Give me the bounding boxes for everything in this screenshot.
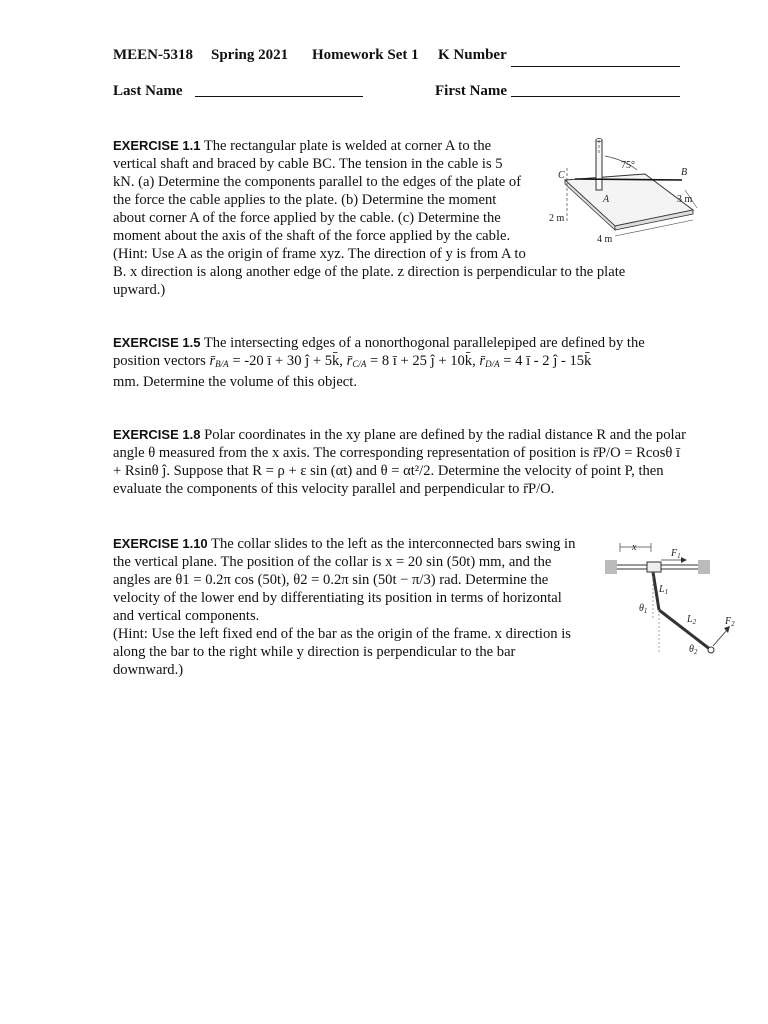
point-a-label: A: [603, 194, 610, 205]
exercise-text-line: + Rsinθ ĵ. Suppose that R = ρ + ε sin (αt) and θ = αt²/2. Determine the velocity of point P, then: [113, 463, 664, 479]
exercise-text-line: (Hint: Use A as the origin of frame xyz. The direction of y is from A to: [113, 246, 526, 262]
bar-l2-subscript: 2: [692, 618, 697, 626]
course-code: MEEN-5318: [113, 47, 193, 63]
force-f2-symbol: F: [725, 616, 732, 627]
angle-theta2-subscript: 2: [693, 648, 698, 656]
exercise-text-line: velocity of the lower end by differentiating its position in terms of horizontal: [113, 590, 562, 606]
x-dimension-label: x: [632, 542, 637, 553]
exercise-text-line: Polar coordinates in the xy plane are defined by the radial distance R and the polar: [204, 427, 686, 443]
exercise-text-line: about corner A of the force applied by the cable. (c) Determine the: [113, 210, 501, 226]
k-number-field[interactable]: [511, 66, 680, 67]
vector-r-da: = 4 ī - 2 ĵ - 15k̄: [503, 353, 592, 369]
vector-subscript: B/A: [215, 359, 229, 369]
vector-r-ca: = 8 ī + 25 ĵ + 10k̄,: [369, 353, 476, 369]
exercise-text-line: the force the cable applies to the plate. (b) Determine the moment: [113, 192, 497, 208]
exercise-text-line: angle θ measured from the x axis. The corresponding representation of position is r̄P/O = Rcosθ ī: [113, 445, 681, 461]
collar-bars-figure: [603, 538, 745, 660]
dim-height-label: 2 m: [549, 213, 565, 224]
angle-label: 75°: [621, 160, 635, 171]
exercise-text-line: B. x direction is along another edge of the plate. z direction is perpendicular to the plate: [113, 264, 626, 280]
exercise-text-line: kN. (a) Determine the components parallel to the edges of the plate of: [113, 174, 522, 190]
exercise-text-line: angles are θ1 = 0.2π cos (50t), θ2 = 0.2π sin (50t − π/3) rad. Determine the: [113, 572, 549, 588]
point-b-label: B: [681, 167, 688, 178]
exercise-text-line: along the bar to the right while y direction is perpendicular to the bar: [113, 644, 516, 660]
exercise-label: EXERCISE 1.5: [113, 335, 201, 350]
vector-subscript: C/A: [352, 359, 367, 369]
angle-theta1-subscript: 1: [643, 607, 648, 615]
exercise-text-line: position vectors: [113, 353, 206, 369]
k-number-label: K Number: [438, 47, 507, 63]
exercise-text-line: The collar slides to the left as the interconnected bars swing in: [211, 536, 576, 552]
exercise-text-line: and vertical components.: [113, 608, 260, 624]
bar-l1-symbol: L: [659, 584, 665, 595]
exercise-text-line: the vertical plane. The position of the collar is x = 20 sin (50t) mm, and the: [113, 554, 552, 570]
exercise-label: EXERCISE 1.8: [113, 427, 201, 442]
bar-l2-label: [686, 614, 697, 626]
exercise-1-10: [113, 535, 593, 679]
exercise-text-line: The rectangular plate is welded at corner A to the: [203, 138, 492, 154]
exercise-text-line: mm. Determine the volume of this object.: [113, 374, 357, 390]
plate-shaft-figure: [545, 138, 700, 248]
exercise-1-8: [113, 426, 713, 498]
exercise-text-line: moment about the axis of the shaft of the force applied by the cable.: [113, 228, 511, 244]
dim-length-label: 4 m: [597, 234, 613, 245]
assignment-title: Homework Set 1: [312, 47, 419, 63]
exercise-text-line: evaluate the components of this velocity parallel and perpendicular to r̄P/O.: [113, 481, 555, 497]
bar-l2-symbol: L: [687, 614, 693, 625]
angle-theta1-label: [639, 603, 647, 615]
exercise-1-5: EXERCISE 1.5 The intersecting edges of a nonorthogonal parallelepiped are defined by the position vectors $r̄_{B/A} = -20$ ī + 30 ĵ + 5k̄, $r̄_{C/A} = 8$ ī + 25 ĵ + 10k̄, $r̄_{D/A} = 4$ ī - 2 ĵ - 15k̄ mm. Determine the volume of this object.: [113, 334, 703, 391]
term: Spring 2021: [211, 47, 289, 63]
vector-subscript: D/A: [485, 359, 500, 369]
exercise-text-line: (Hint: Use the left fixed end of the bar as the origin of the frame. x direction is: [113, 626, 571, 642]
bar-l1-label: [658, 584, 668, 596]
force-f2-subscript: 2: [731, 620, 735, 628]
first-name-label: First Name: [435, 83, 508, 99]
exercise-text-line: The intersecting edges of a nonorthogonal parallelepiped are defined by the: [203, 335, 645, 351]
first-name-field[interactable]: [511, 96, 680, 97]
last-name-field[interactable]: [195, 96, 363, 97]
force-f2-label: [724, 616, 735, 628]
dim-width-label: 3 m: [677, 194, 693, 205]
force-f1-subscript: 1: [677, 552, 681, 560]
exercise-text-line: upward.): [113, 282, 166, 298]
angle-theta1-symbol: θ: [639, 603, 644, 614]
exercise-label: EXERCISE 1.10: [113, 536, 208, 551]
force-f1-symbol: F: [671, 548, 678, 559]
bar-l1-subscript: 1: [664, 588, 669, 596]
exercise-text-line: downward.): [113, 662, 184, 678]
angle-theta2-label: [689, 644, 698, 656]
exercise-label: EXERCISE 1.1: [113, 138, 201, 153]
angle-theta2-symbol: θ: [689, 644, 694, 655]
vector-r-ba: = -20 ī + 30 ĵ + 5k̄,: [232, 353, 343, 369]
exercise-text-line: vertical shaft and braced by cable BC. The tension in the cable is 5: [113, 156, 503, 172]
last-name-label: Last Name: [113, 83, 183, 99]
force-f1-label: [670, 548, 681, 560]
point-c-label: C: [558, 170, 565, 181]
